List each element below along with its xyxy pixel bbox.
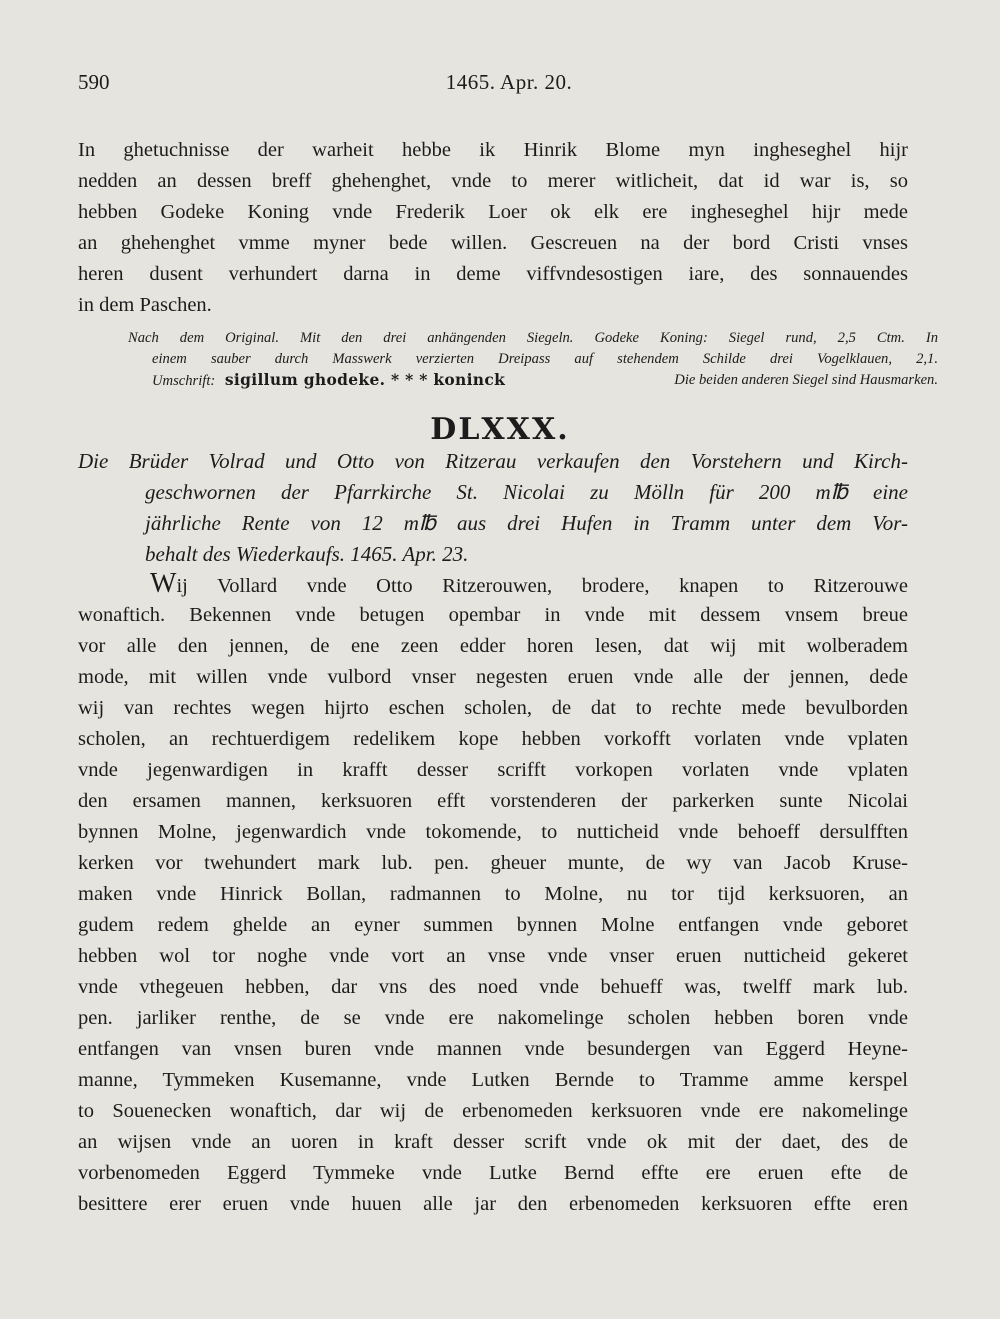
first-text-line <box>150 568 908 600</box>
text-line: hebben Godeke Koning vnde Frederik Loer ok elk ere ingheseghel hijr mede <box>78 201 908 223</box>
text-line: besittere erer eruen vnde huuen alle jar den erbenomeden kerksuoren effte eren <box>78 1193 908 1215</box>
text-line: an ghehenghet vmme myner bede willen. Gescreuen na der bord Cristi vnses <box>78 232 908 254</box>
text-line: entfangen van vnsen buren vnde mannen vnde besundergen van Eggerd Heyne- <box>78 1038 908 1060</box>
text-line: nedden an dessen breff ghehenghet, vnde to merer witlicheit, dat id war is, so <box>78 170 908 192</box>
document-number: DLXXX. <box>430 412 570 447</box>
initial-letter: W <box>150 568 177 599</box>
text-line: hebben wol tor noghe vnde vort an vnse vnde vnser eruen nutticheid gekeret <box>78 945 908 967</box>
text-line: pen. jarliker renthe, de se vnde ere nakomelinge scholen hebben boren vnde <box>78 1007 908 1029</box>
summary-line: behalt des Wiederkaufs. 1465. Apr. 23. <box>145 542 469 566</box>
text-line: manne, Tymmeken Kusemanne, vnde Lutken Bernde to Tramme amme kerspel <box>78 1069 908 1091</box>
text-line: heren dusent verhundert darna in deme viffvndesostigen iare, des sonnauendes <box>78 263 908 285</box>
text-line: maken vnde Hinrick Bollan, radmannen to Molne, nu tor tijd kerksuoren, an <box>78 883 908 905</box>
first-line-rest: ij Vollard vnde Otto Ritzerouwen, brodere, knapen to Ritzerouwe <box>176 575 908 597</box>
text-line: vorbenomeden Eggerd Tymmeke vnde Lutke Bernd effte ere eruen efte de <box>78 1162 908 1184</box>
summary-line: jährliche Rente von 12 m℔ aus drei Hufen in Tramm unter dem Vor- <box>145 511 908 535</box>
text-line: vnde jegenwardigen in krafft desser scrifft vorkopen vorlaten vnde vplaten <box>78 759 908 781</box>
text-line: an wijsen vnde an uoren in kraft desser scrift vnde ok mit der daet, des de <box>78 1131 908 1153</box>
text-line: den ersamen mannen, kerksuoren efft vorstenderen der parkerken sunte Nicolai <box>78 790 908 812</box>
text-line: bynnen Molne, jegenwardich vnde tokomende, to nutticheid vnde behoeff dersulfften <box>78 821 908 843</box>
running-head-date: 1465. Apr. 20. <box>445 70 573 94</box>
text-line: mode, mit willen vnde vulbord vnser negesten eruen vnde alle der jennen, dede <box>78 666 908 688</box>
page-header <box>78 70 940 100</box>
text-line: wij van rechtes wegen hijrto eschen scholen, de dat to rechte mede bevulborden <box>78 697 908 719</box>
text-line: kerken vor twehundert mark lub. pen. gheuer munte, de wy van Jacob Kruse- <box>78 852 908 874</box>
text-line: gudem redem ghelde an eyner summen bynnen Molne entfangen vnde geboret <box>78 914 908 936</box>
seal-legend: sigillum ghodeke. * * * koninck <box>224 370 506 389</box>
note-line: einem sauber durch Masswerk verzierten Dreipass auf stehendem Schilde drei Vogelklauen, 2,1. <box>152 351 938 367</box>
note-prefix: Umschrift: <box>152 373 216 389</box>
text-line: to Souenecken wonaftich, dar wij de erbenomeden kerksuoren vnde ere nakomelinge <box>78 1100 908 1122</box>
summary-line: geschwornen der Pfarrkirche St. Nicolai zu Mölln für 200 m℔ eine <box>145 480 908 504</box>
text-line: in dem Paschen. <box>78 294 212 316</box>
page-number: 590 <box>78 70 110 94</box>
summary-line: Die Brüder Volrad und Otto von Ritzerau verkaufen den Vorstehern und Kirch- <box>78 449 908 473</box>
text-line: vnde vthegeuen hebben, dar vns des noed vnde behueff was, twelff mark lub. <box>78 976 908 998</box>
note-suffix: Die beiden anderen Siegel sind Hausmarken. <box>674 372 938 388</box>
text-line: In ghetuchnisse der warheit hebbe ik Hinrik Blome myn ingheseghel hijr <box>78 139 908 161</box>
text-line: wonaftich. Bekennen vnde betugen opembar in vnde mit dessem vnsem breue <box>78 604 908 626</box>
text-line: scholen, an rechtuerdigem redelikem kope hebben vorkofft vorlaten vnde vplaten <box>78 728 908 750</box>
text-line: vor alle den jennen, de ene zeen edder horen lesen, dat wij mit wolberadem <box>78 635 908 657</box>
note-line: Nach dem Original. Mit den drei anhängenden Siegeln. Godeke Koning: Siegel rund, 2,5 Ctm. In <box>128 330 938 346</box>
note-line <box>152 369 938 391</box>
